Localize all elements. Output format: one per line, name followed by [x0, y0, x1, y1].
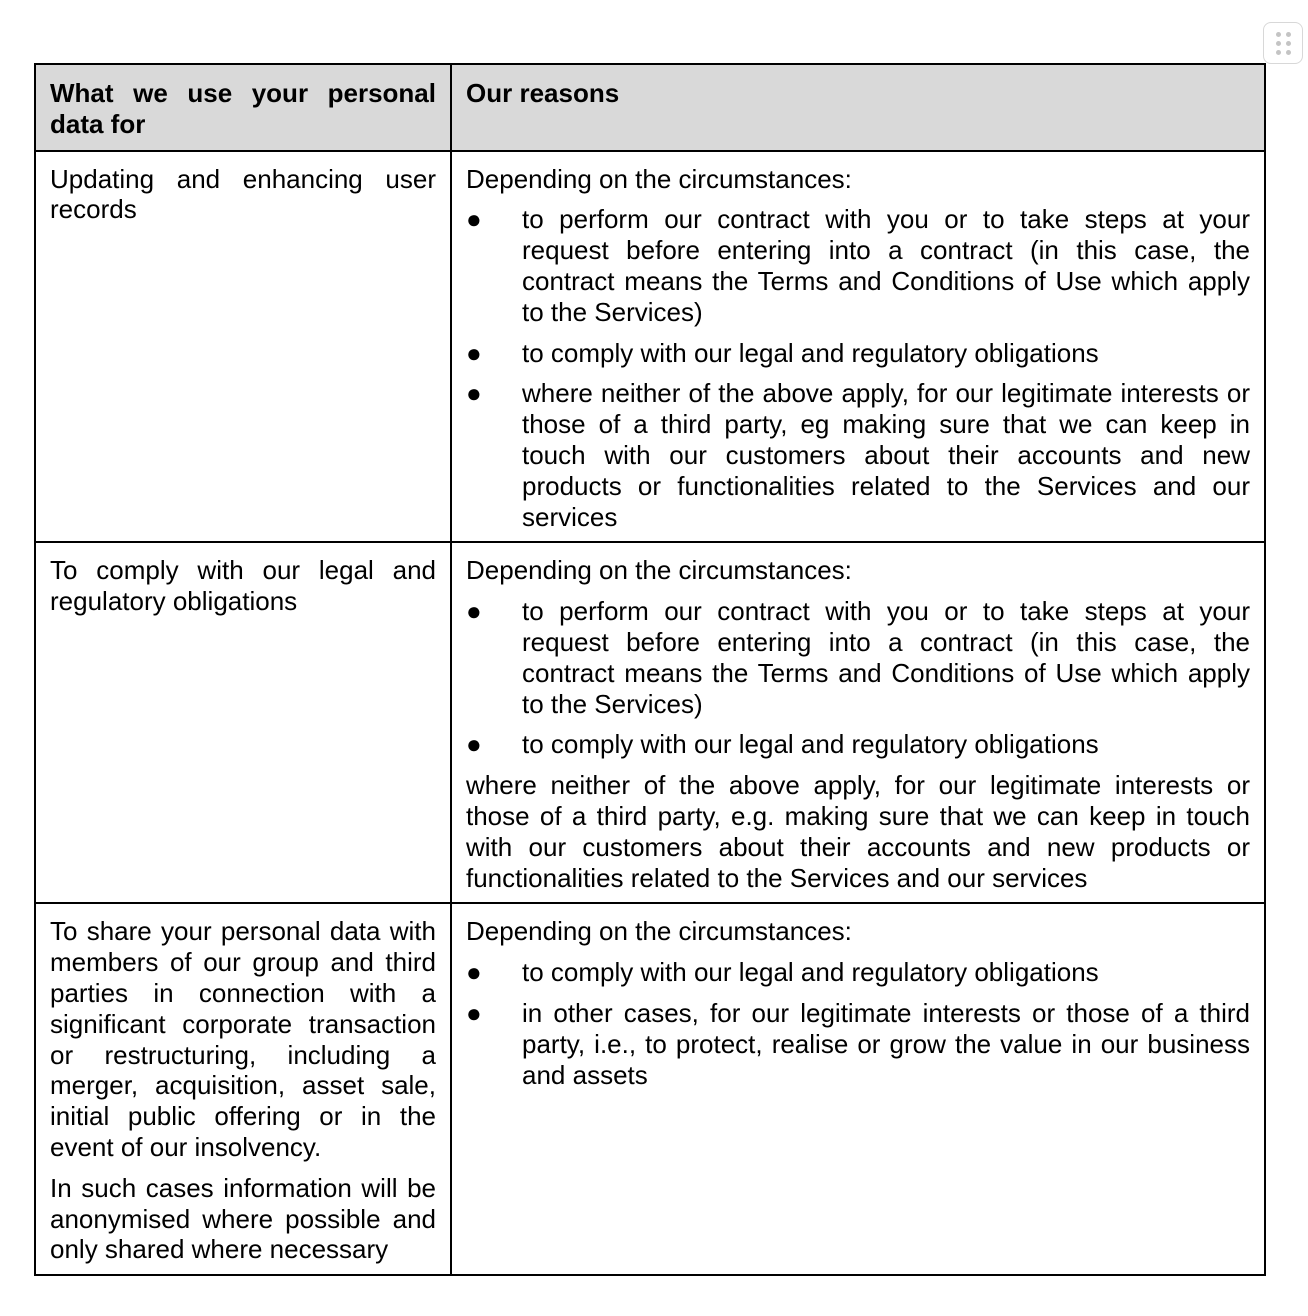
reasons-list: [466, 957, 1250, 1090]
purpose-text: In such cases information will be anonymised where possible and only shared where necessary: [50, 1172, 436, 1265]
bullet-icon: ●: [466, 596, 482, 627]
drag-handle[interactable]: [1263, 22, 1303, 64]
bullet-icon: ●: [466, 729, 482, 760]
bullet-icon: ●: [466, 997, 482, 1028]
table-body: [35, 151, 1265, 1276]
reasons-trailing-text: where neither of the above apply, for our legitimate interests or those of a third party, e.g. making sure that we can keep in touch with our customers about their accounts and new products or functionalities related to the Services and our services: [466, 770, 1250, 893]
list-item: [466, 378, 1250, 532]
grip-dots-icon: [1276, 32, 1292, 56]
purpose-cell: [35, 903, 451, 1275]
list-item: [466, 957, 1250, 988]
list-item-text: to comply with our legal and regulatory obligations: [522, 957, 1099, 988]
bullet-icon: ●: [466, 957, 482, 988]
header-purpose: What we use your personal data for: [35, 64, 451, 151]
reasons-list: [466, 204, 1250, 532]
bullet-icon: ●: [466, 378, 482, 409]
list-item-text: to comply with our legal and regulatory obligations: [522, 729, 1099, 760]
reasons-intro: Depending on the circumstances:: [466, 916, 852, 947]
list-item: [466, 338, 1250, 369]
reasons-cell: [451, 903, 1265, 1275]
list-item-text: to perform our contract with you or to take steps at your request before entering into a contract (in this case, the contract means the Terms and Conditions of Use which apply to the Services): [522, 204, 1250, 327]
list-item-text: to comply with our legal and regulatory obligations: [522, 337, 1099, 368]
reasons-intro: Depending on the circumstances:: [466, 555, 852, 586]
list-item-text: where neither of the above apply, for our legitimate interests or those of a third party, eg making sure that we can keep in touch with our customers about their accounts and new products or functionalities related to the Services and our services: [522, 378, 1250, 532]
purpose-text: Updating and enhancing user records: [50, 163, 436, 225]
table-row: [35, 151, 1265, 543]
list-item: [466, 204, 1250, 327]
bullet-icon: ●: [466, 204, 482, 235]
purpose-text: To share your personal data with members of our group and third parties in connection with a significant corporate transaction or restructuring, including a merger, acquisition, asset sale, initial public offering or in the event of our insolvency.: [50, 916, 436, 1162]
table-row: [35, 903, 1265, 1275]
list-item: [466, 998, 1250, 1090]
list-item: [466, 729, 1250, 760]
reasons-list: [466, 596, 1250, 760]
list-item-text: to perform our contract with you or to take steps at your request before entering into a contract (in this case, the contract means the Terms and Conditions of Use which apply to the Services): [522, 596, 1250, 719]
purpose-cell: [35, 151, 451, 543]
table-row: [35, 542, 1265, 903]
list-item-text: in other cases, for our legitimate interests or those of a third party, i.e., to protect, realise or grow the value in our business and assets: [522, 997, 1250, 1090]
purpose-text: To comply with our legal and regulatory obligations: [50, 555, 436, 617]
reasons-cell: [451, 542, 1265, 903]
reasons-intro: Depending on the circumstances:: [466, 163, 852, 194]
header-reasons: Our reasons: [451, 64, 1265, 151]
reasons-cell: [451, 151, 1265, 543]
list-item: [466, 596, 1250, 719]
table-header-row: [35, 64, 1265, 151]
data-use-table: [34, 63, 1266, 1276]
bullet-icon: ●: [466, 337, 482, 368]
purpose-cell: [35, 542, 451, 903]
